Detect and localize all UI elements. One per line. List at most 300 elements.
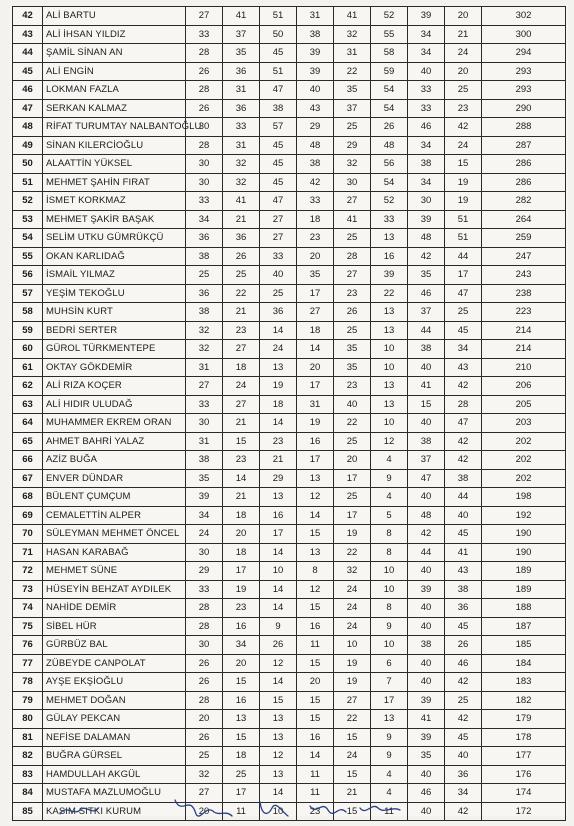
score-cell: 11	[223, 802, 260, 821]
score-cell: 25	[223, 266, 260, 285]
score-cell: 32	[334, 155, 371, 174]
table-row	[13, 25, 566, 44]
table-row	[13, 303, 566, 322]
total-score: 190	[482, 543, 566, 562]
score-cell: 10	[334, 636, 371, 655]
score-cell: 14	[260, 784, 297, 803]
score-cell: 29	[186, 562, 223, 581]
score-cell: 18	[223, 747, 260, 766]
score-cell: 39	[408, 728, 445, 747]
score-cell: 23	[297, 229, 334, 248]
score-cell: 51	[445, 210, 482, 229]
candidate-name: SİBEL HÜR	[43, 617, 186, 636]
score-cell: 27	[223, 340, 260, 359]
score-cell: 40	[297, 81, 334, 100]
score-cell: 14	[260, 414, 297, 433]
score-cell: 14	[297, 747, 334, 766]
candidate-name: ALİ ENGİN	[43, 62, 186, 81]
score-cell: 19	[223, 580, 260, 599]
total-score: 183	[482, 673, 566, 692]
score-cell: 15	[297, 710, 334, 729]
total-score: 282	[482, 192, 566, 211]
score-cell: 13	[371, 377, 408, 396]
score-cell: 19	[445, 192, 482, 211]
score-cell: 17	[223, 784, 260, 803]
score-cell: 27	[334, 192, 371, 211]
score-cell: 15	[297, 599, 334, 618]
table-row	[13, 543, 566, 562]
total-score: 179	[482, 710, 566, 729]
candidate-name: İSMAİL YILMAZ	[43, 266, 186, 285]
row-number: 44	[13, 44, 43, 63]
score-cell: 34	[408, 173, 445, 192]
row-number: 79	[13, 691, 43, 710]
score-cell: 31	[186, 432, 223, 451]
score-cell: 33	[186, 580, 223, 599]
candidate-name: AYŞE EKŞİOĞLU	[43, 673, 186, 692]
score-cell: 18	[297, 210, 334, 229]
table-row	[13, 506, 566, 525]
score-cell: 10	[371, 562, 408, 581]
row-number: 73	[13, 580, 43, 599]
score-cell: 17	[260, 525, 297, 544]
score-cell: 38	[408, 636, 445, 655]
score-cell: 10	[260, 562, 297, 581]
score-cell: 9	[371, 469, 408, 488]
score-cell: 10	[371, 636, 408, 655]
score-cell: 4	[371, 451, 408, 470]
score-cell: 42	[408, 247, 445, 266]
candidate-name: İSMET KORKMAZ	[43, 192, 186, 211]
table-row	[13, 636, 566, 655]
row-number: 53	[13, 210, 43, 229]
total-score: 190	[482, 525, 566, 544]
score-cell: 45	[260, 136, 297, 155]
score-cell: 42	[445, 710, 482, 729]
score-cell: 31	[334, 44, 371, 63]
score-cell: 40	[408, 562, 445, 581]
total-score: 259	[482, 229, 566, 248]
score-cell: 52	[371, 192, 408, 211]
score-cell: 25	[445, 303, 482, 322]
score-cell: 15	[260, 691, 297, 710]
score-cell: 33	[186, 395, 223, 414]
total-score: 214	[482, 340, 566, 359]
score-cell: 9	[260, 617, 297, 636]
score-cell: 16	[223, 617, 260, 636]
score-cell: 51	[260, 62, 297, 81]
score-cell: 19	[334, 654, 371, 673]
total-score: 182	[482, 691, 566, 710]
score-cell: 36	[186, 229, 223, 248]
score-cell: 7	[371, 673, 408, 692]
score-cell: 25	[260, 284, 297, 303]
candidate-name: MEHMET ŞAHİN FIRAT	[43, 173, 186, 192]
score-cell: 43	[445, 358, 482, 377]
score-cell: 42	[445, 802, 482, 821]
score-cell: 22	[334, 710, 371, 729]
score-cell: 46	[408, 784, 445, 803]
total-score: 238	[482, 284, 566, 303]
candidate-name: SÜLEYMAN MEHMET ÖNCEL	[43, 525, 186, 544]
table-row	[13, 747, 566, 766]
score-cell: 22	[223, 284, 260, 303]
score-cell: 30	[408, 192, 445, 211]
total-score: 223	[482, 303, 566, 322]
score-cell: 15	[223, 432, 260, 451]
row-number: 50	[13, 155, 43, 174]
score-cell: 19	[445, 173, 482, 192]
candidate-name: ALİ BARTU	[43, 7, 186, 26]
candidate-name: GÜROL TÜRKMENTEPE	[43, 340, 186, 359]
score-cell: 43	[297, 99, 334, 118]
candidate-name: NAHİDE DEMİR	[43, 599, 186, 618]
score-cell: 46	[445, 654, 482, 673]
table-row	[13, 599, 566, 618]
row-number: 49	[13, 136, 43, 155]
candidate-name: SELİM UTKU GÜMRÜKÇÜ	[43, 229, 186, 248]
table-row	[13, 525, 566, 544]
score-cell: 21	[260, 451, 297, 470]
score-cell: 15	[297, 654, 334, 673]
score-cell: 18	[297, 321, 334, 340]
score-cell: 34	[186, 210, 223, 229]
score-cell: 27	[186, 784, 223, 803]
total-score: 172	[482, 802, 566, 821]
row-number: 55	[13, 247, 43, 266]
total-score: 174	[482, 784, 566, 803]
signatures-area	[0, 786, 574, 826]
score-cell: 33	[186, 192, 223, 211]
score-cell: 31	[297, 7, 334, 26]
candidate-name: ALİ İHSAN YILDIZ	[43, 25, 186, 44]
score-cell: 16	[371, 247, 408, 266]
table-row	[13, 617, 566, 636]
score-cell: 31	[297, 395, 334, 414]
row-number: 75	[13, 617, 43, 636]
score-cell: 17	[334, 506, 371, 525]
score-cell: 13	[371, 710, 408, 729]
signatures-svg	[0, 786, 574, 826]
score-cell: 6	[371, 654, 408, 673]
score-cell: 20	[445, 62, 482, 81]
score-cell: 12	[260, 747, 297, 766]
score-cell: 9	[371, 728, 408, 747]
table-row	[13, 321, 566, 340]
score-cell: 23	[223, 599, 260, 618]
score-cell: 29	[334, 136, 371, 155]
score-cell: 23	[334, 377, 371, 396]
score-cell: 11	[297, 765, 334, 784]
score-cell: 38	[445, 469, 482, 488]
score-cell: 13	[371, 229, 408, 248]
score-cell: 24	[334, 617, 371, 636]
score-cell: 20	[445, 7, 482, 26]
score-cell: 9	[371, 747, 408, 766]
candidate-name: ZÜBEYDE CANPOLAT	[43, 654, 186, 673]
score-cell: 30	[186, 173, 223, 192]
score-cell: 25	[186, 747, 223, 766]
candidate-name: NEFİSE DALAMAN	[43, 728, 186, 747]
score-cell: 42	[445, 451, 482, 470]
candidate-name: KASIM SITKI KURUM	[43, 802, 186, 821]
table-row	[13, 358, 566, 377]
score-cell: 28	[334, 247, 371, 266]
total-score: 288	[482, 118, 566, 137]
candidate-name: LOKMAN FAZLA	[43, 81, 186, 100]
score-cell: 15	[334, 765, 371, 784]
score-cell: 14	[260, 321, 297, 340]
candidate-name: OKAN KARLIDAĞ	[43, 247, 186, 266]
score-cell: 30	[186, 636, 223, 655]
total-score: 287	[482, 136, 566, 155]
row-number: 56	[13, 266, 43, 285]
score-cell: 22	[334, 414, 371, 433]
score-cell: 44	[445, 247, 482, 266]
score-cell: 59	[371, 62, 408, 81]
row-number: 42	[13, 7, 43, 26]
score-cell: 35	[408, 747, 445, 766]
row-number: 74	[13, 599, 43, 618]
score-cell: 27	[186, 377, 223, 396]
candidate-name: BEDRİ SERTER	[43, 321, 186, 340]
signature-4	[310, 806, 346, 813]
score-cell: 36	[186, 284, 223, 303]
score-cell: 20	[223, 525, 260, 544]
table-row	[13, 432, 566, 451]
score-cell: 12	[297, 488, 334, 507]
table-row	[13, 173, 566, 192]
score-cell: 54	[371, 81, 408, 100]
score-cell: 18	[260, 395, 297, 414]
score-cell: 41	[445, 543, 482, 562]
row-number: 62	[13, 377, 43, 396]
score-cell: 36	[223, 62, 260, 81]
score-cell: 15	[297, 525, 334, 544]
score-cell: 38	[260, 99, 297, 118]
signature-5	[360, 806, 400, 810]
score-cell: 31	[223, 81, 260, 100]
score-cell: 22	[334, 62, 371, 81]
row-number: 81	[13, 728, 43, 747]
score-cell: 25	[445, 81, 482, 100]
score-cell: 25	[334, 432, 371, 451]
score-cell: 44	[408, 543, 445, 562]
score-cell: 17	[445, 266, 482, 285]
score-cell: 21	[334, 784, 371, 803]
total-score: 247	[482, 247, 566, 266]
candidate-name: ALİ HIDIR ULUDAĞ	[43, 395, 186, 414]
score-cell: 33	[297, 192, 334, 211]
score-cell: 27	[223, 395, 260, 414]
score-cell: 21	[223, 303, 260, 322]
score-cell: 40	[408, 802, 445, 821]
score-cell: 24	[223, 377, 260, 396]
score-cell: 55	[371, 25, 408, 44]
score-cell: 38	[297, 25, 334, 44]
row-number: 43	[13, 25, 43, 44]
table-row	[13, 7, 566, 26]
score-cell: 21	[223, 488, 260, 507]
score-cell: 33	[408, 99, 445, 118]
score-cell: 28	[186, 691, 223, 710]
score-cell: 39	[371, 266, 408, 285]
score-cell: 40	[408, 599, 445, 618]
score-cell: 40	[445, 506, 482, 525]
table-row	[13, 62, 566, 81]
row-number: 85	[13, 802, 43, 821]
score-cell: 4	[371, 784, 408, 803]
score-cell: 36	[445, 599, 482, 618]
total-score: 293	[482, 81, 566, 100]
row-number: 57	[13, 284, 43, 303]
candidate-name: MEHMET SÜNE	[43, 562, 186, 581]
table-row	[13, 673, 566, 692]
score-cell: 24	[445, 136, 482, 155]
score-cell: 39	[408, 7, 445, 26]
score-cell: 8	[371, 543, 408, 562]
score-cell: 41	[408, 377, 445, 396]
score-cell: 20	[186, 710, 223, 729]
row-number: 84	[13, 784, 43, 803]
row-number: 82	[13, 747, 43, 766]
score-cell: 23	[334, 284, 371, 303]
row-number: 76	[13, 636, 43, 655]
table-row	[13, 562, 566, 581]
score-cell: 25	[186, 266, 223, 285]
score-cell: 26	[260, 636, 297, 655]
candidate-name: MUSTAFA MAZLUMOĞLU	[43, 784, 186, 803]
row-number: 77	[13, 654, 43, 673]
score-cell: 32	[186, 321, 223, 340]
score-cell: 42	[445, 118, 482, 137]
total-score: 302	[482, 7, 566, 26]
score-cell: 25	[334, 118, 371, 137]
row-number: 64	[13, 414, 43, 433]
candidate-name: MUHSİN KURT	[43, 303, 186, 322]
row-number: 65	[13, 432, 43, 451]
score-cell: 12	[297, 580, 334, 599]
candidate-name: ENVER DÜNDAR	[43, 469, 186, 488]
score-cell: 35	[334, 81, 371, 100]
score-cell: 13	[260, 358, 297, 377]
score-cell: 46	[408, 284, 445, 303]
score-cell: 31	[223, 136, 260, 155]
score-cell: 39	[297, 44, 334, 63]
score-cell: 42	[445, 673, 482, 692]
score-cell: 33	[371, 210, 408, 229]
signature-1	[60, 808, 98, 814]
candidate-name: BUĞRA GÜRSEL	[43, 747, 186, 766]
score-cell: 40	[408, 654, 445, 673]
score-cell: 10	[371, 414, 408, 433]
table-row	[13, 136, 566, 155]
score-cell: 32	[186, 765, 223, 784]
row-number: 46	[13, 81, 43, 100]
candidate-name: CEMALETTİN ALPER	[43, 506, 186, 525]
score-cell: 39	[408, 210, 445, 229]
score-cell: 33	[223, 118, 260, 137]
score-cell: 11	[297, 784, 334, 803]
score-cell: 40	[408, 414, 445, 433]
score-cell: 35	[223, 44, 260, 63]
score-cell: 41	[334, 210, 371, 229]
row-number: 67	[13, 469, 43, 488]
score-cell: 38	[186, 247, 223, 266]
score-cell: 28	[186, 617, 223, 636]
score-cell: 13	[297, 469, 334, 488]
score-cell: 25	[445, 691, 482, 710]
total-score: 264	[482, 210, 566, 229]
candidate-name: ŞAMİL SİNAN AN	[43, 44, 186, 63]
score-cell: 32	[334, 562, 371, 581]
score-cell: 34	[408, 44, 445, 63]
score-cell: 26	[186, 654, 223, 673]
candidate-name: GÜRBÜZ BAL	[43, 636, 186, 655]
score-cell: 23	[445, 99, 482, 118]
table-row	[13, 580, 566, 599]
score-cell: 31	[186, 358, 223, 377]
table-row	[13, 340, 566, 359]
score-cell: 32	[186, 340, 223, 359]
candidate-name: MEHMET DOĞAN	[43, 691, 186, 710]
score-cell: 25	[223, 765, 260, 784]
score-cell: 14	[297, 506, 334, 525]
score-cell: 16	[297, 617, 334, 636]
candidate-name: AHMET BAHRİ YALAZ	[43, 432, 186, 451]
score-cell: 4	[371, 488, 408, 507]
table-row	[13, 118, 566, 137]
signature-2	[175, 800, 232, 816]
score-cell: 38	[186, 451, 223, 470]
score-cell: 36	[445, 765, 482, 784]
score-cell: 56	[371, 155, 408, 174]
score-cell: 24	[334, 747, 371, 766]
score-cell: 23	[297, 802, 334, 821]
table-row	[13, 377, 566, 396]
table-row	[13, 765, 566, 784]
score-cell: 19	[334, 673, 371, 692]
row-number: 59	[13, 321, 43, 340]
score-cell: 48	[408, 229, 445, 248]
score-cell: 47	[260, 192, 297, 211]
score-cell: 21	[223, 210, 260, 229]
score-cell: 39	[408, 691, 445, 710]
candidate-name: ALİ RIZA KOÇER	[43, 377, 186, 396]
table-row	[13, 469, 566, 488]
score-cell: 35	[334, 340, 371, 359]
row-number: 61	[13, 358, 43, 377]
score-cell: 24	[334, 599, 371, 618]
total-score: 300	[482, 25, 566, 44]
score-cell: 30	[186, 155, 223, 174]
score-cell: 40	[408, 765, 445, 784]
score-cell: 32	[334, 25, 371, 44]
score-cell: 37	[223, 25, 260, 44]
table-row	[13, 728, 566, 747]
score-cell: 15	[408, 395, 445, 414]
table-row	[13, 451, 566, 470]
score-cell: 37	[334, 99, 371, 118]
score-cell: 51	[260, 7, 297, 26]
score-cell: 14	[260, 580, 297, 599]
score-cell: 29	[260, 469, 297, 488]
score-cell: 47	[408, 469, 445, 488]
score-cell: 48	[408, 506, 445, 525]
candidate-name: AZİZ BUĞA	[43, 451, 186, 470]
total-score: 192	[482, 506, 566, 525]
row-number: 72	[13, 562, 43, 581]
